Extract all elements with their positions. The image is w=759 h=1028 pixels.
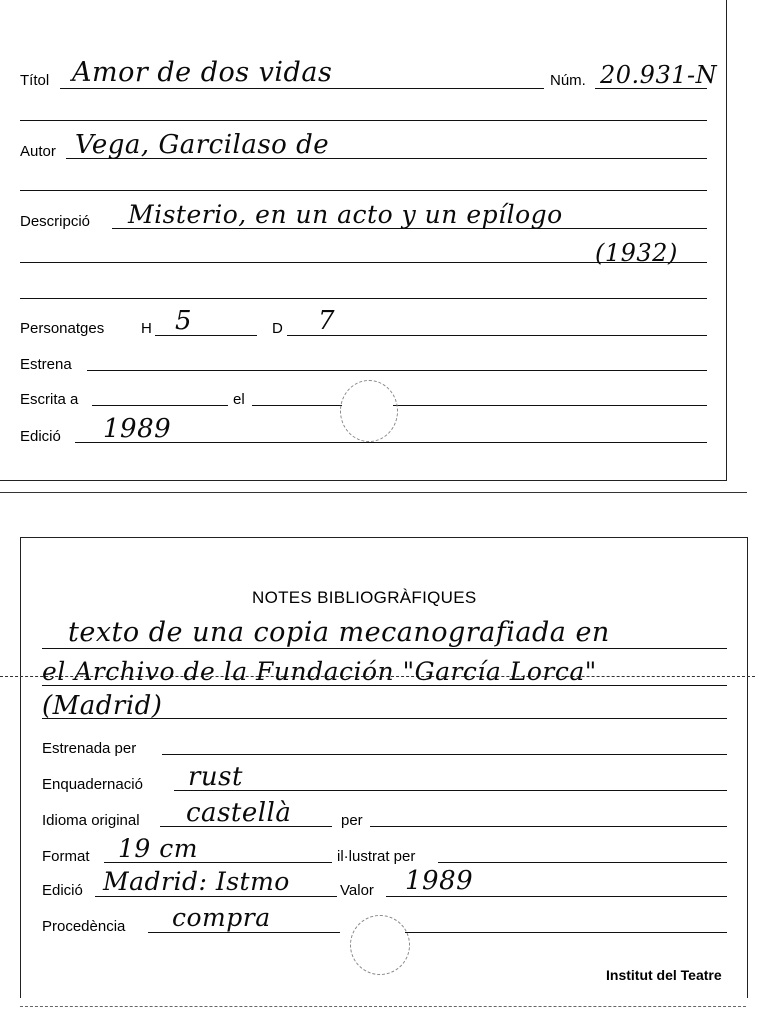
estrena-label: Estrena (20, 356, 72, 373)
format-value: 19 cm (118, 834, 198, 863)
descripcio-label: Descripció (20, 213, 91, 230)
el-line (252, 405, 342, 406)
notes-text-1: texto de una copia mecanografiada en (68, 617, 610, 648)
notes-text-3: (Madrid) (42, 691, 163, 721)
descripcio-value: Misterio, en un acto y un epílogo (128, 200, 563, 229)
el-line-2 (393, 405, 707, 406)
d-line (287, 335, 707, 336)
card-bottom-edge (20, 1006, 746, 1007)
card-top-cut-line (0, 492, 747, 493)
autor-label: Autor (20, 143, 56, 160)
idioma-value: castellà (186, 798, 292, 828)
num-label: Núm. (550, 72, 586, 89)
format-label: Format (42, 848, 90, 865)
notes-text-2: el Archivo de la Fundación "García Lorca" (42, 657, 597, 686)
edicio2-label: Edició (42, 882, 83, 899)
procedencia-label: Procedència (42, 918, 126, 935)
idioma-per-line (370, 826, 727, 827)
blank-line (20, 190, 707, 191)
escrita-label: Escrita a (20, 391, 79, 408)
estrenada-label: Estrenada per (42, 740, 137, 757)
edicio2-value: Madrid: Istmo (103, 867, 290, 896)
edicio-label: Edició (20, 428, 61, 445)
h-label: H (141, 320, 152, 337)
h-line (155, 335, 257, 336)
h-value: 5 (175, 306, 193, 336)
enquadernacio-label: Enquadernació (42, 776, 143, 793)
el-label: el (233, 391, 245, 408)
procedencia-value: compra (172, 903, 271, 932)
titol-line (60, 88, 544, 89)
valor-line (386, 896, 727, 897)
notes-line-1 (42, 648, 727, 649)
procedencia-line-2 (405, 932, 727, 933)
escrita-line (92, 405, 228, 406)
institution-footer: Institut del Teatre (606, 967, 722, 983)
notes-title: NOTES BIBLIOGRÀFIQUES (252, 588, 477, 607)
edicio-value: 1989 (103, 414, 172, 444)
enquadernacio-value: rust (188, 762, 243, 792)
procedencia-line (148, 932, 340, 933)
titol-label: Títol (20, 72, 50, 89)
valor-label: Valor (340, 882, 374, 899)
illustrat-line (438, 862, 727, 863)
blank-line (20, 120, 707, 121)
autor-value: Vega, Garcilaso de (75, 130, 330, 160)
idioma-label: Idioma original (42, 812, 140, 829)
personatges-label: Personatges (20, 320, 105, 337)
valor-value: 1989 (405, 866, 474, 896)
descripcio-value-2: (1932) (595, 239, 678, 267)
estrenada-line (162, 754, 727, 755)
titol-value: Amor de dos vidas (72, 57, 333, 88)
illustrat-label: il·lustrat per (337, 848, 416, 865)
enquadernacio-line (174, 790, 727, 791)
estrena-line (87, 370, 707, 371)
blank-line (20, 298, 707, 299)
punch-hole (340, 380, 398, 442)
num-value: 20.931-N (600, 61, 718, 89)
edicio2-line (95, 896, 337, 897)
d-label: D (272, 320, 283, 337)
punch-hole (350, 915, 410, 975)
idioma-per-label: per (341, 812, 363, 829)
d-value: 7 (318, 306, 336, 336)
